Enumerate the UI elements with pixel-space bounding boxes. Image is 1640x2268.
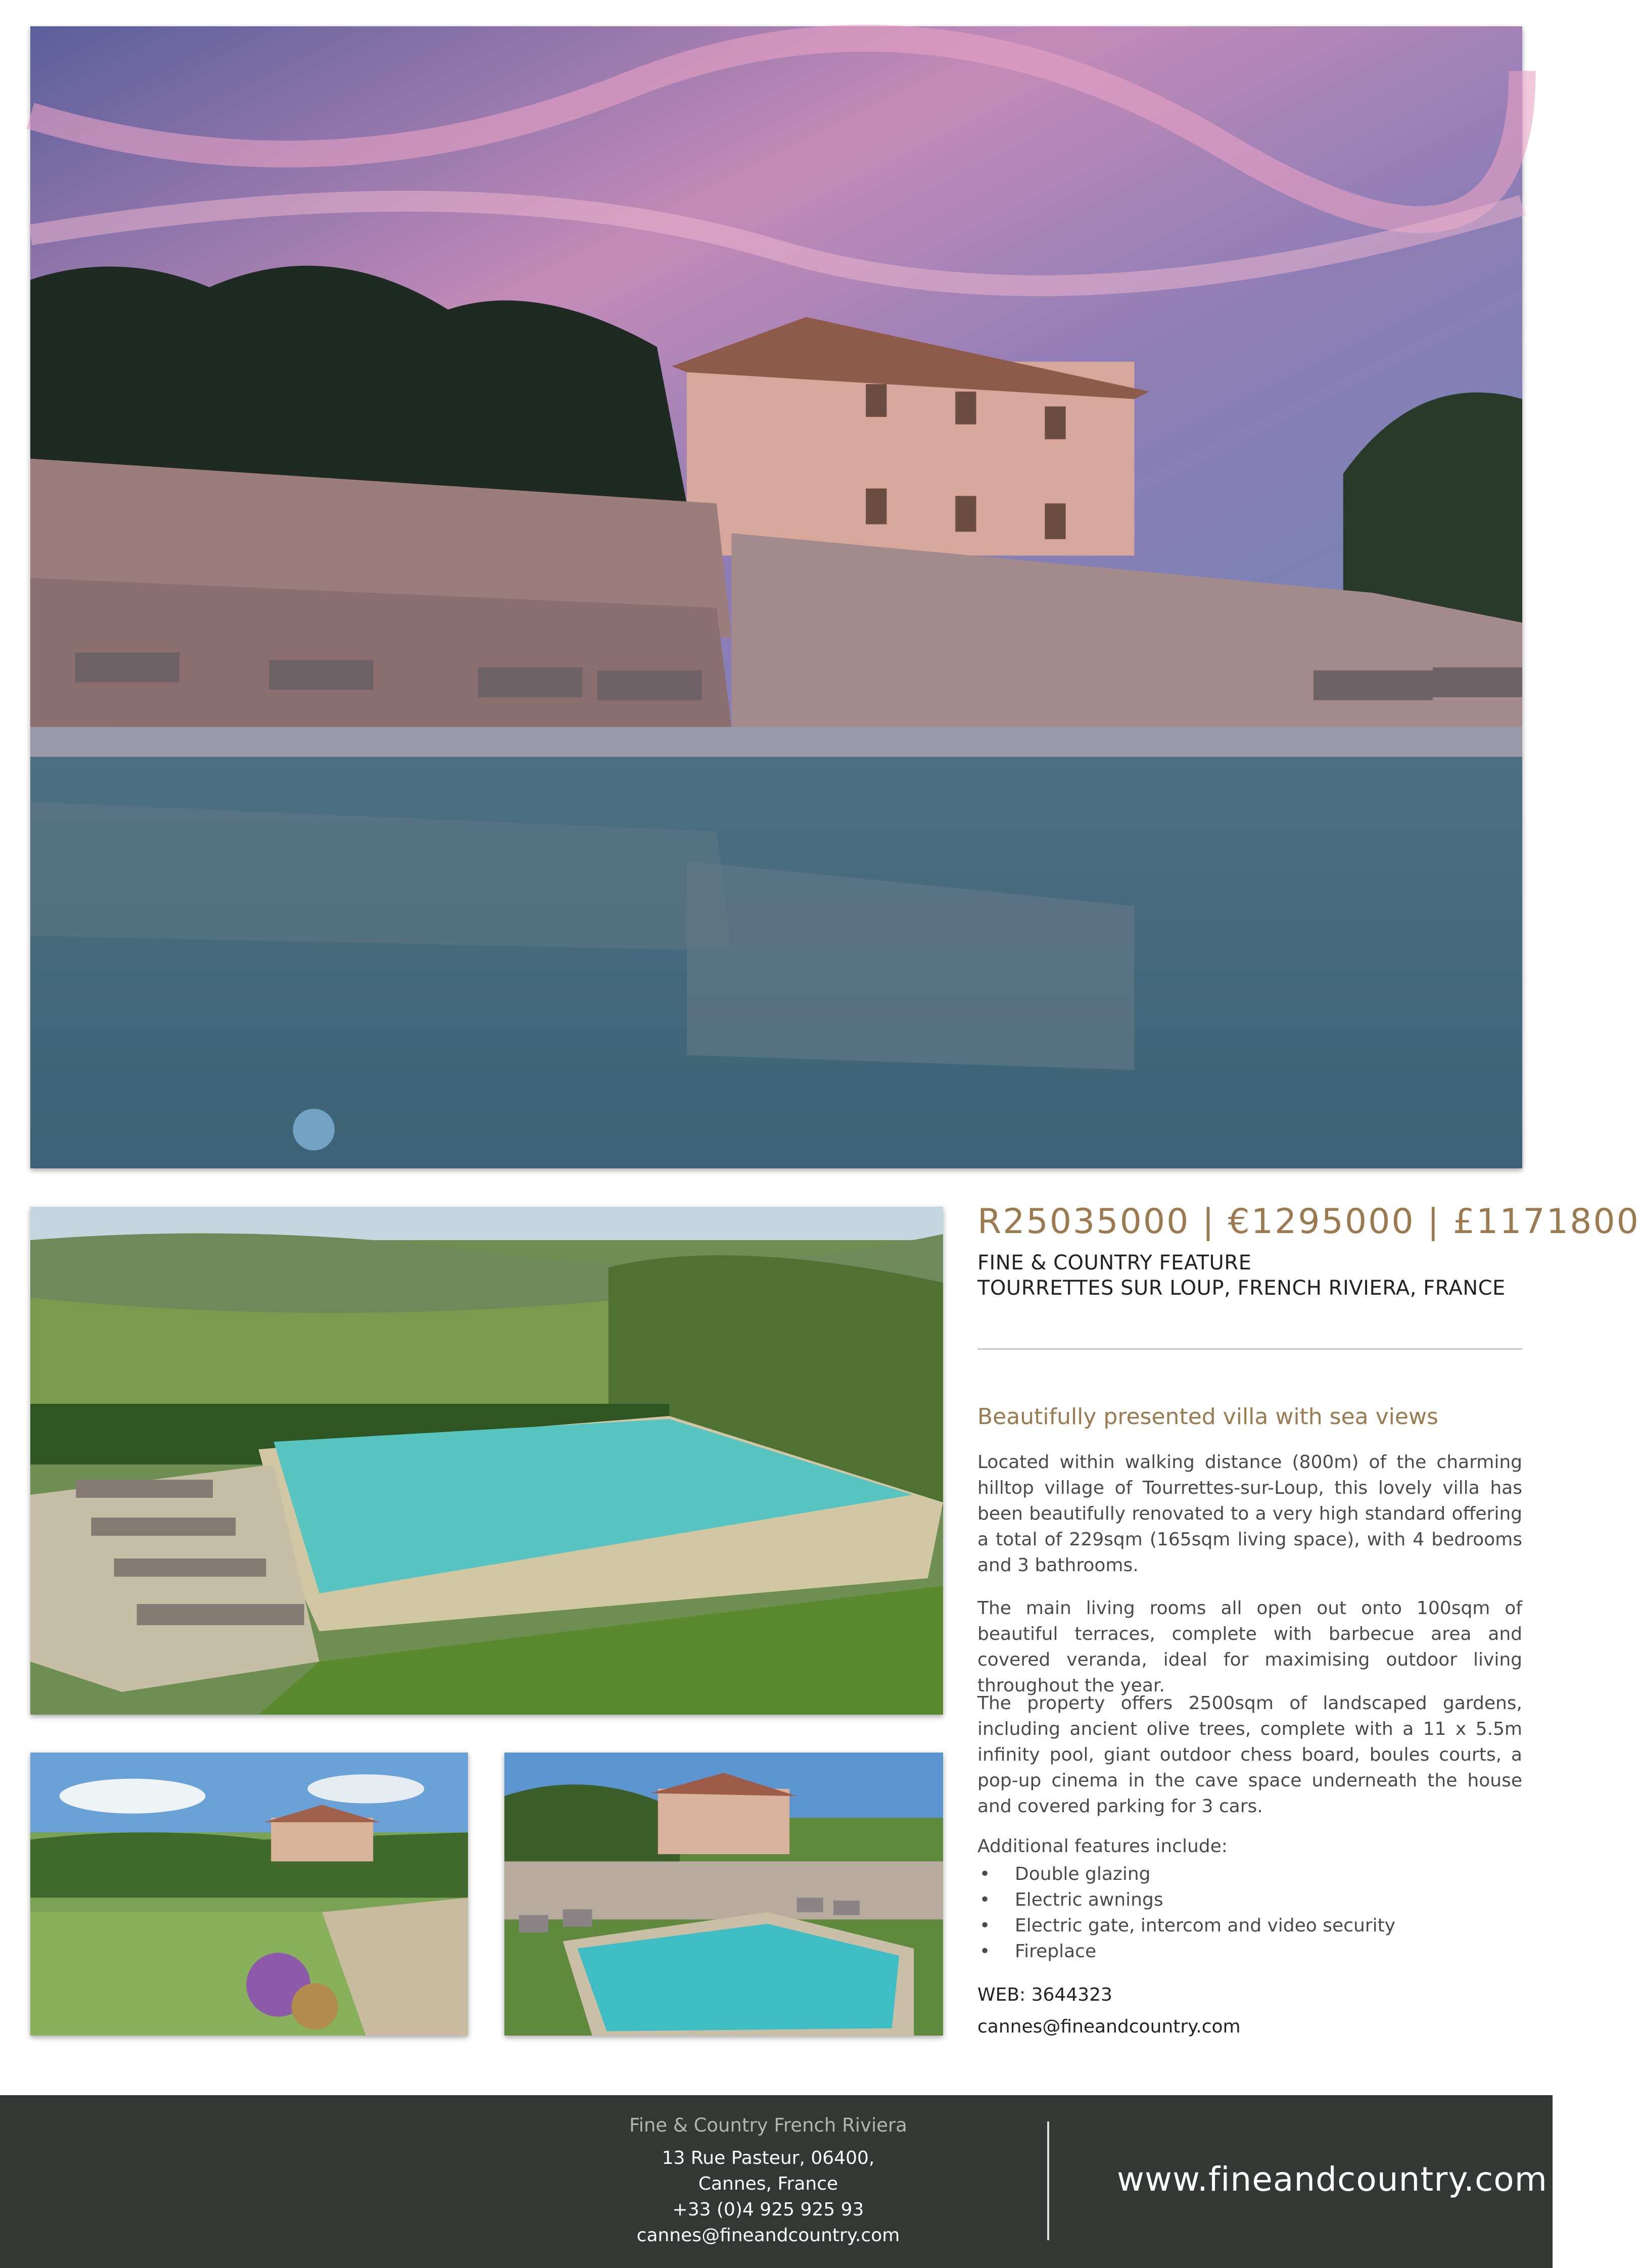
hero-photo-villa-pool-dusk bbox=[30, 26, 1522, 1168]
feature-text: Electric gate, intercom and video security bbox=[1015, 1915, 1396, 1936]
description-paragraph: The main living rooms all open out onto 100sqm of beautiful terraces, complete with barbecue area and covered veranda, ideal for maximising outdoor living throughout the year. bbox=[977, 1598, 1522, 1696]
website-link[interactable]: www.fineandcountry.com bbox=[1117, 2160, 1548, 2199]
feature-text: Double glazing bbox=[1015, 1864, 1151, 1884]
photo-garden-villa bbox=[30, 1753, 468, 2036]
photo-infinity-pool-valley bbox=[30, 1207, 943, 1715]
feature-text: Electric awnings bbox=[1015, 1889, 1163, 1910]
feature-label: FINE & COUNTRY FEATURE bbox=[977, 1251, 1252, 1274]
feature-text: Fireplace bbox=[1015, 1941, 1097, 1962]
contact-email-link[interactable]: cannes@fineandcountry.com bbox=[977, 2016, 1241, 2037]
listing-location: TOURRETTES SUR LOUP, FRENCH RIVIERA, FRANCE bbox=[977, 1277, 1506, 1300]
listing-headline: Beautifully presented villa with sea views bbox=[977, 1404, 1438, 1430]
list-item bbox=[977, 1913, 1395, 1939]
address-line: Cannes, France bbox=[698, 2174, 838, 2194]
description-paragraph: Located within walking distance (800m) of the charming hilltop village of Tourrettes-sur-Loup, this lovely villa has been beautifully renovated to a very high standard offering a total of 229sqm (165sqm living space), with 4 bedrooms and 3 bathrooms. bbox=[977, 1452, 1522, 1576]
bullet-icon: • bbox=[979, 1915, 991, 1936]
description-paragraph: The property offers 2500sqm of landscaped gardens, including ancient olive trees, complete with a 11 x 5.5m infinity pool, giant outdoor chess board, boules courts, a pop-up cinema in the cave space underneath the house and covered parking for 3 cars. bbox=[977, 1693, 1522, 1817]
web-reference: WEB: 3644323 bbox=[977, 1984, 1112, 2005]
phone-number[interactable]: +33 (0)4 925 925 93 bbox=[672, 2199, 864, 2220]
address-line: 13 Rue Pasteur, 06400, bbox=[662, 2148, 875, 2168]
office-name: Fine & Country French Riviera bbox=[629, 2114, 907, 2136]
list-item bbox=[977, 1939, 1395, 1964]
footer-email-link[interactable]: cannes@fineandcountry.com bbox=[636, 2225, 900, 2246]
listing-price: R25035000 | €1295000 | £1171800 bbox=[977, 1202, 1640, 1242]
bullet-icon: • bbox=[979, 1889, 991, 1910]
photo-villa-above-pool bbox=[504, 1753, 943, 2036]
features-list bbox=[977, 1861, 1395, 1964]
bullet-icon: • bbox=[979, 1941, 991, 1962]
bullet-icon: • bbox=[979, 1864, 991, 1884]
features-intro: Additional features include: bbox=[977, 1836, 1228, 1857]
list-item bbox=[977, 1887, 1395, 1913]
section-divider bbox=[977, 1348, 1522, 1350]
list-item bbox=[977, 1861, 1395, 1887]
footer-divider bbox=[1047, 2121, 1049, 2240]
